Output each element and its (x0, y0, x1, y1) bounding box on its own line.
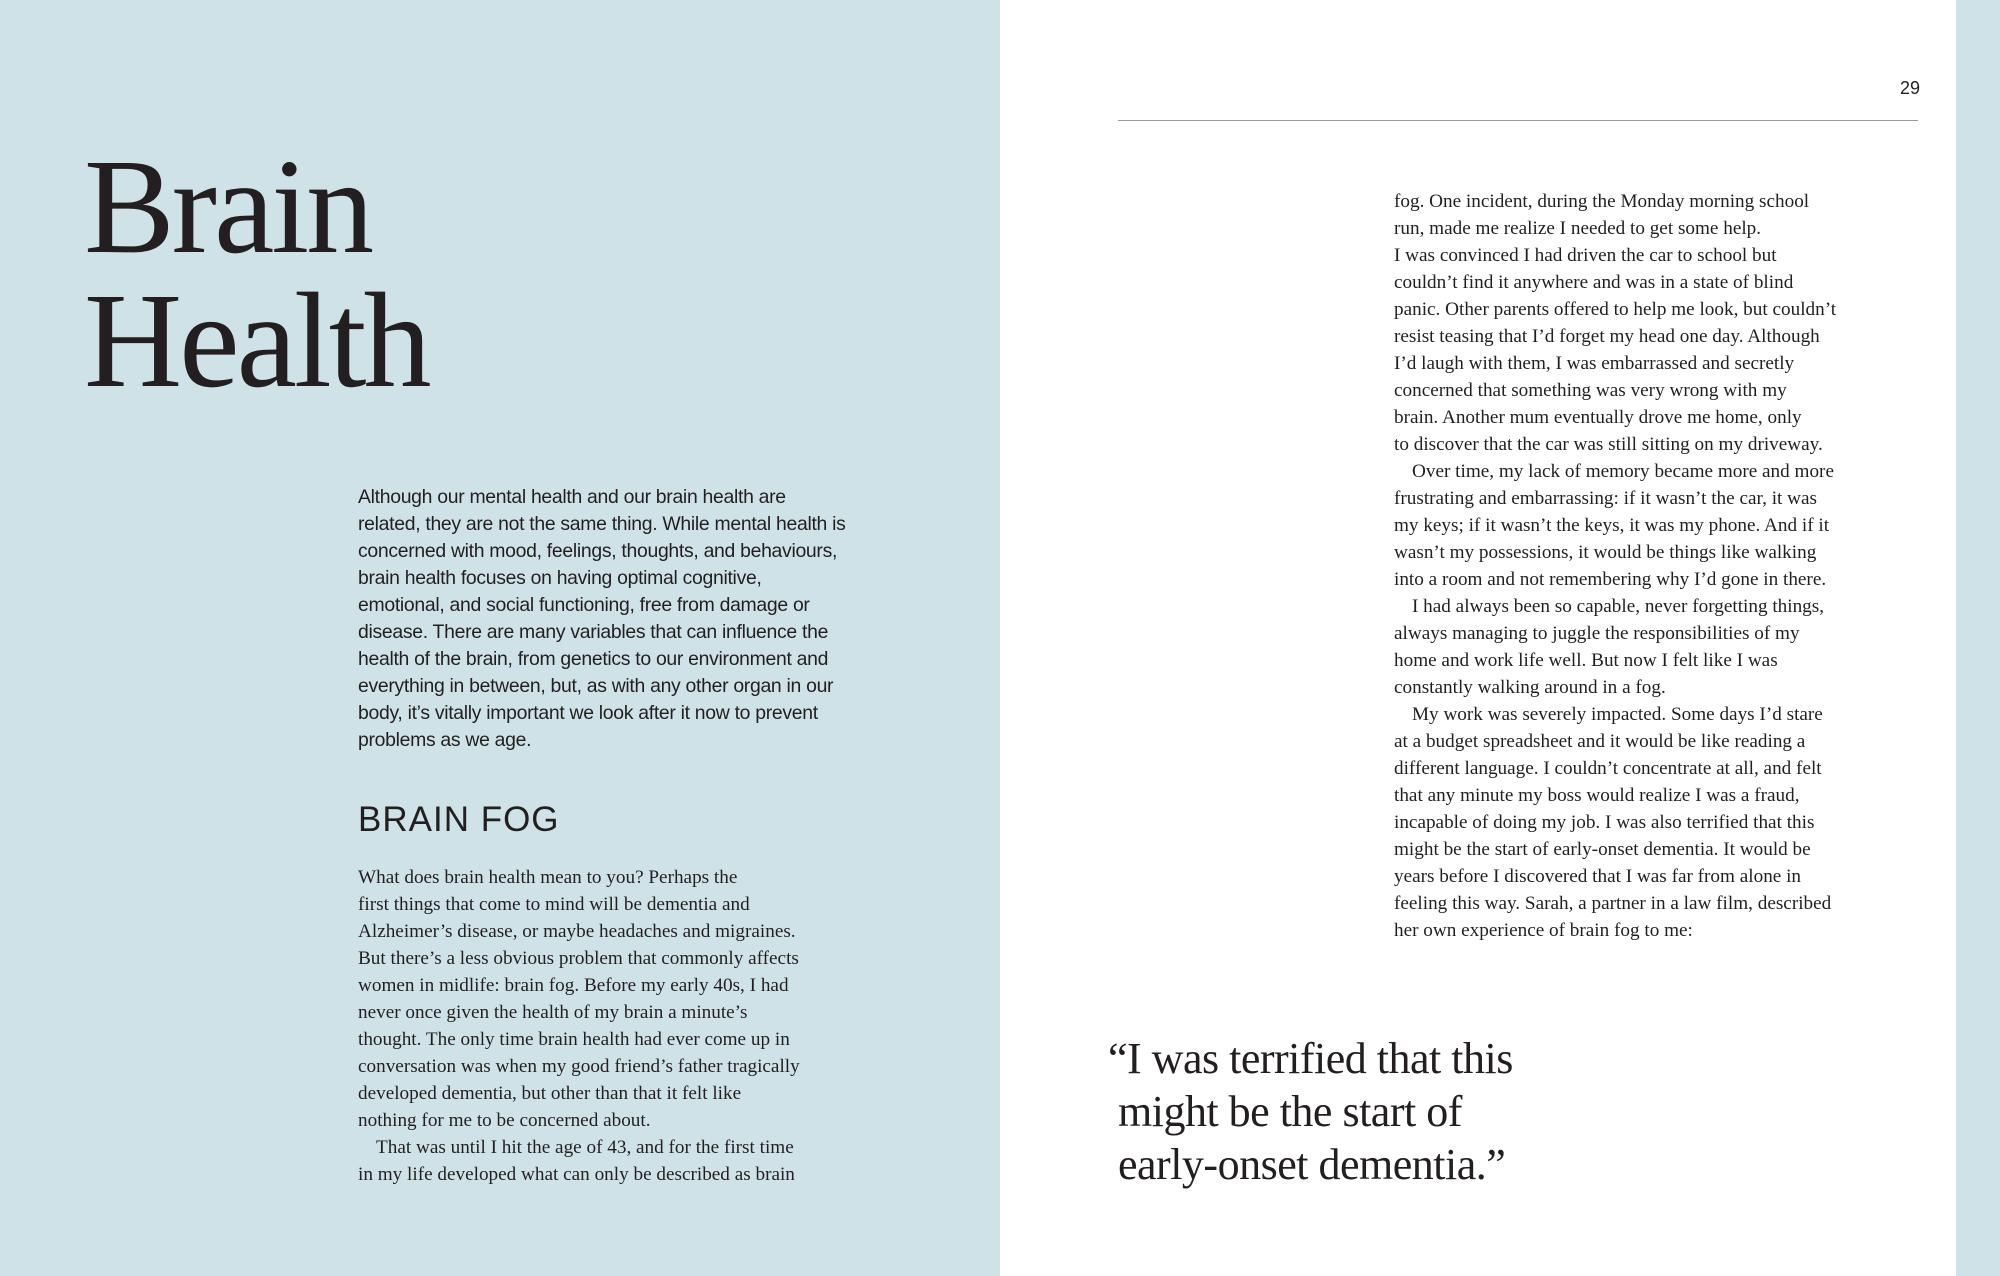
text-line: into a room and not remembering why I’d gone in there. (1394, 569, 1827, 590)
text-line: related, they are not the same thing. While mental health is (358, 513, 846, 535)
quote-line: early-onset dementia.” (1118, 1140, 1506, 1189)
text-line: emotional, and social functioning, free from damage or (358, 594, 810, 616)
text-line: panic. Other parents offered to help me look, but couldn’t (1394, 299, 1837, 320)
text-line: health of the brain, from genetics to our environment and (358, 648, 829, 670)
quote-line: “I was terrified that this (1108, 1034, 1513, 1083)
text-line: fog. One incident, during the Monday morning school (1394, 191, 1810, 212)
text-line: nothing for me to be concerned about. (358, 1110, 651, 1131)
text-line: home and work life well. But now I felt like I was (1394, 650, 1778, 671)
text-line: run, made me realize I needed to get some help. (1394, 218, 1762, 239)
text-line: that any minute my boss would realize I was a fraud, (1394, 785, 1800, 806)
text-line: couldn’t find it anywhere and was in a state of blind (1394, 272, 1794, 293)
page-number: 29 (1899, 78, 1920, 98)
text-line: concerned with mood, feelings, thoughts, and behaviours, (358, 540, 838, 562)
text-line: frustrating and embarrassing: if it wasn’t the car, it was (1394, 488, 1818, 509)
title-line: Brain (84, 132, 372, 282)
section-heading: BRAIN FOG (358, 800, 560, 839)
text-line: My work was severely impacted. Some days I’d stare (1412, 704, 1823, 725)
text-line: always managing to juggle the responsibilities of my (1394, 623, 1800, 644)
page-title (84, 132, 429, 416)
text-line: incapable of doing my job. I was also terrified that this (1394, 812, 1815, 833)
text-line: in my life developed what can only be described as brain (358, 1164, 795, 1185)
body-text-right (1394, 188, 1922, 944)
text-line: Over time, my lack of memory became more and more (1412, 461, 1834, 482)
text-line: concerned that something was very wrong with my (1394, 380, 1787, 401)
text-line: different language. I couldn’t concentrate at all, and felt (1394, 758, 1822, 779)
text-line: constantly walking around in a fog. (1394, 677, 1666, 698)
text-line: I’d laugh with them, I was embarrassed and secretly (1394, 353, 1795, 374)
title-line: Health (84, 266, 429, 416)
text-line: problems as we age. (358, 729, 532, 751)
text-line: her own experience of brain fog to me: (1394, 920, 1693, 941)
body-text-left (358, 864, 888, 1188)
text-line: years before I discovered that I was far from alone in (1394, 866, 1802, 887)
text-line: Alzheimer’s disease, or maybe headaches and migraines. (358, 921, 796, 942)
text-line: brain health focuses on having optimal cognitive, (358, 567, 762, 589)
text-line: might be the start of early-onset dementia. It would be (1394, 839, 1811, 860)
text-line: at a budget spreadsheet and it would be like reading a (1394, 731, 1806, 752)
text-line: What does brain health mean to you? Perhaps the (358, 867, 738, 888)
text-line: wasn’t my possessions, it would be things like walking (1394, 542, 1817, 563)
text-line: That was until I hit the age of 43, and for the first time (376, 1137, 794, 1158)
text-line: to discover that the car was still sitting on my driveway. (1394, 434, 1823, 455)
text-line: body, it’s vitally important we look after it now to prevent (358, 702, 818, 724)
text-line: women in midlife: brain fog. Before my early 40s, I had (358, 975, 789, 996)
quote-line: might be the start of (1118, 1087, 1462, 1136)
text-line: never once given the health of my brain a minute’s (358, 1002, 748, 1023)
text-line: thought. The only time brain health had ever come up in (358, 1029, 790, 1050)
text-line: developed dementia, but other than that it felt like (358, 1083, 742, 1104)
text-line: Although our mental health and our brain health are (358, 486, 786, 508)
text-line: resist teasing that I’d forget my head one day. Although (1394, 326, 1820, 347)
text-line: brain. Another mum eventually drove me home, only (1394, 407, 1802, 428)
right-page-edge (1956, 0, 2000, 1276)
text-line: But there’s a less obvious problem that commonly affects (358, 948, 799, 969)
text-line: everything in between, but, as with any other organ in our (358, 675, 834, 697)
text-line: feeling this way. Sarah, a partner in a law film, described (1394, 893, 1832, 914)
pull-quote (1108, 1032, 1628, 1191)
text-line: first things that come to mind will be dementia and (358, 894, 750, 915)
text-line: disease. There are many variables that can influence the (358, 621, 829, 643)
text-line: I was convinced I had driven the car to school but (1394, 245, 1777, 266)
header-rule (1118, 120, 1918, 121)
text-line: conversation was when my good friend’s father tragically (358, 1056, 800, 1077)
text-line: my keys; if it wasn’t the keys, it was my phone. And if it (1394, 515, 1830, 536)
text-line: I had always been so capable, never forgetting things, (1412, 596, 1825, 617)
intro-paragraph (358, 484, 878, 754)
